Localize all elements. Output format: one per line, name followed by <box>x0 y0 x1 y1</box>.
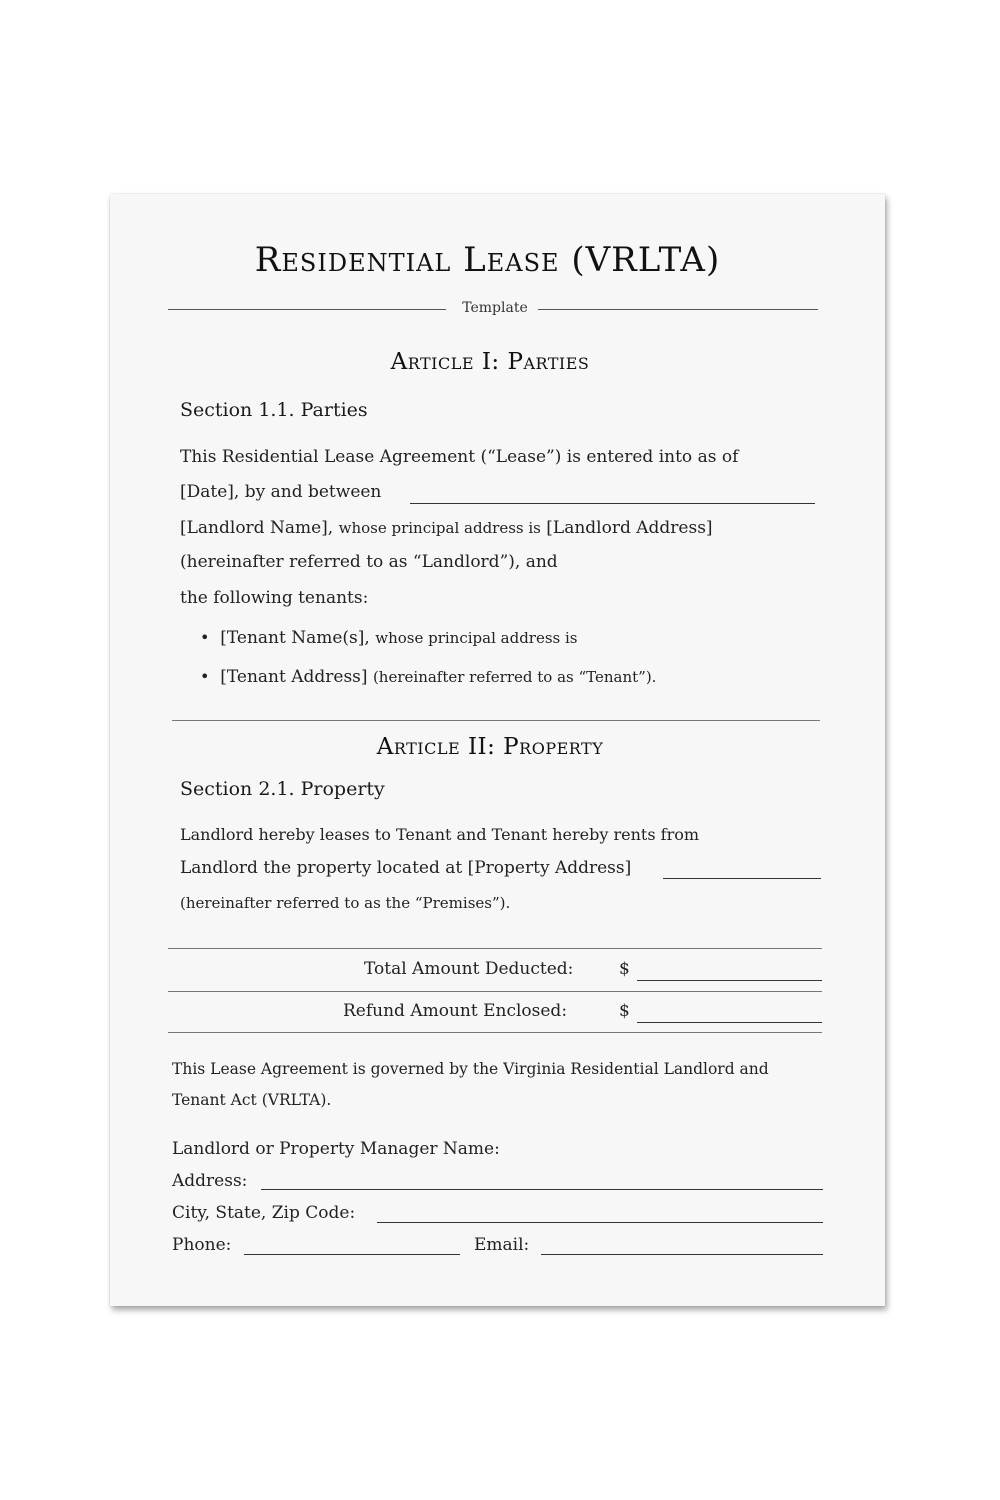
tenant-bullet-2-text: (hereinafter referred to as “Tenant”). <box>372 668 657 686</box>
article-divider <box>172 720 820 721</box>
city-state-zip-field[interactable] <box>377 1222 823 1223</box>
tenant-name-field: [Tenant Name(s], <box>220 628 370 648</box>
refund-enclosed-field[interactable] <box>637 1022 822 1023</box>
parties-line-4: (hereinafter referred to as “Landlord”), and <box>180 552 558 572</box>
parties-line-2: [Date], by and between <box>180 482 382 502</box>
landlord-address-text: whose principal address is <box>338 519 541 537</box>
email-label: Email: <box>474 1235 530 1255</box>
refund-enclosed-label: Refund Amount Enclosed: <box>343 1001 568 1021</box>
tenant-bullet-1 <box>200 628 578 648</box>
tenant-bullet-1-text: whose principal address is <box>375 629 578 647</box>
email-field[interactable] <box>541 1254 823 1255</box>
article-2-heading: Article II: Property <box>376 734 604 760</box>
tenant-address-field: [Tenant Address] <box>220 667 368 687</box>
property-line-1: Landlord hereby leases to Tenant and Tenant hereby rents from <box>180 825 700 844</box>
phone-label: Phone: <box>172 1235 232 1255</box>
landlord-name-field: [Landlord Name], <box>180 518 334 538</box>
bullet-icon: • <box>200 628 210 647</box>
governing-line-1: This Lease Agreement is governed by the Virginia Residential Landlord and <box>172 1060 769 1078</box>
total-deducted-currency: $ <box>619 959 630 979</box>
landlord-address-field: [Landlord Address] <box>546 518 713 538</box>
amount-rule-bottom <box>168 1032 822 1033</box>
amount-rule-middle <box>168 991 822 992</box>
parties-line-3 <box>180 518 713 538</box>
refund-enclosed-currency: $ <box>619 1001 630 1021</box>
document-subtitle: Template <box>462 300 528 316</box>
amount-rule-top <box>168 948 822 949</box>
address-label: Address: <box>172 1171 248 1191</box>
city-state-zip-label: City, State, Zip Code: <box>172 1203 356 1223</box>
address-field[interactable] <box>261 1189 823 1190</box>
total-deducted-label: Total Amount Deducted: <box>364 959 574 979</box>
phone-field[interactable] <box>244 1254 460 1255</box>
parties-blank-line[interactable] <box>410 503 815 504</box>
tenant-bullet-2 <box>200 667 656 687</box>
total-deducted-field[interactable] <box>637 980 822 981</box>
property-line-2: Landlord the property located at [Property Address] <box>180 858 632 878</box>
section-1-1-heading: Section 1.1. Parties <box>180 399 368 421</box>
manager-name-label: Landlord or Property Manager Name: <box>172 1139 500 1159</box>
lease-document <box>110 194 885 1306</box>
bullet-icon: • <box>200 667 210 686</box>
parties-line-1: This Residential Lease Agreement (“Lease”) is entered into as of <box>180 447 739 467</box>
section-2-1-heading: Section 2.1. Property <box>180 778 385 800</box>
governing-line-2: Tenant Act (VRLTA). <box>172 1091 332 1109</box>
subtitle-rule-left <box>168 309 446 310</box>
document-title: Residential Lease (VRLTA) <box>254 240 721 280</box>
parties-line-5: the following tenants: <box>180 588 369 608</box>
property-line-3: (hereinafter referred to as the “Premises”). <box>180 894 511 912</box>
property-blank-line[interactable] <box>663 878 821 879</box>
article-1-heading: Article I: Parties <box>390 349 590 375</box>
subtitle-rule-right <box>538 309 818 310</box>
